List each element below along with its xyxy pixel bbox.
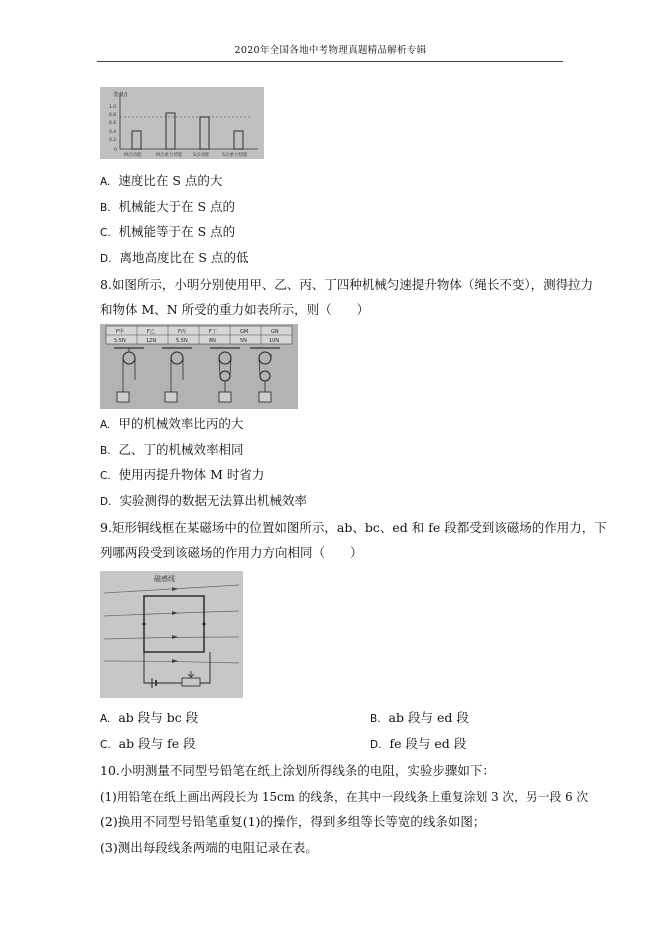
figure1-category: S点动能	[193, 153, 210, 158]
header-divider	[97, 61, 563, 62]
q9-option-c: C. ab 段与 fe 段	[100, 736, 196, 751]
table-cell: 12N	[146, 338, 157, 344]
figure1-ytick: 1.0	[109, 105, 117, 110]
table-cell: 8N	[209, 338, 216, 344]
q9-option-d: D. fe 段与 ed 段	[370, 736, 467, 751]
figure1-ytick: 0.4	[109, 130, 117, 135]
table-cell: 5.5N	[114, 338, 126, 344]
q9-stem-line1: 9.矩形铜线框在某磁场中的位置如图所示，ab、bc、ed 和 fe 段都受到该磁场的作用力，下	[100, 520, 607, 535]
energy-bar-figure	[100, 87, 264, 159]
q7-option-c: C. 机械能等于在 S 点的	[100, 224, 236, 239]
q8-stem-line2: 和物体 M、N 所受的重力如表所示，则（ ）	[100, 302, 370, 317]
q9-stem-line2: 列哪两段受到该磁场的作用力方向相同（ ）	[100, 545, 363, 560]
table-cell: 5N	[240, 338, 247, 344]
table-cell: 5.5N	[176, 338, 188, 344]
page-header: 2020年全国各地中考物理真题精品解析专辑	[234, 45, 427, 56]
q7-option-b: B. 机械能大于在 S 点的	[100, 199, 236, 214]
figure1-ytick: 0.8	[109, 113, 117, 118]
figure1-category: M点重力势能	[156, 153, 183, 158]
q10-step-3: (3)测出每段线条两端的电阻记录在表。	[100, 840, 318, 855]
pulley-figure	[100, 324, 298, 409]
table-header: GM	[240, 329, 249, 335]
q9-option-b: B. ab 段与 ed 段	[370, 710, 469, 725]
q8-option-d: D. 实验测得的数据无法算出机械效率	[100, 493, 307, 508]
table-header: F丙	[178, 329, 186, 335]
figure3-title: 磁感线	[154, 575, 175, 583]
q10-stem-line1: 10.小明测量不同型号铅笔在纸上涂划所得线条的电阻，实验步骤如下：	[100, 763, 495, 778]
q10-step-1: (1)用铅笔在纸上画出两段长为 15cm 的线条，在其中一段线条上重复涂划 3 次，另一段 6 次	[100, 790, 589, 804]
q7-option-a: A. 速度比在 S 点的大	[100, 173, 223, 188]
table-header: GN	[271, 329, 279, 335]
q8-option-b: B. 乙、丁的机械效率相同	[100, 442, 244, 457]
q8-option-a: A. 甲的机械效率比丙的大	[100, 416, 244, 431]
q8-option-c: C. 使用丙提升物体 M 时省力	[100, 467, 265, 482]
table-header: F乙	[147, 329, 155, 335]
table-cell: 10N	[269, 338, 280, 344]
figure1-category: S点重力势能	[222, 153, 248, 158]
figure1-ytick: 0.2	[109, 138, 117, 143]
figure1-category: M点动能	[124, 153, 142, 158]
q9-option-a: A. ab 段与 bc 段	[100, 710, 199, 725]
magnetic-field-figure	[100, 571, 243, 698]
table-header: F丁	[209, 329, 217, 335]
q8-stem-line1: 8.如图所示，小明分别使用甲、乙、丙、丁四种机械匀速提升物体（绳长不变），测得拉力	[100, 277, 594, 292]
q10-step-2: (2)换用不同型号铅笔重复(1)的操作，得到多组等长等宽的线条如图；	[100, 814, 486, 829]
figure1-ytick: 0	[114, 148, 117, 153]
figure1-ylabel: 能量/J	[114, 92, 128, 98]
figure1-ytick: 0.6	[109, 121, 117, 126]
q7-option-d: D. 离地高度比在 S 点的低	[100, 250, 249, 265]
table-header: F甲	[116, 329, 124, 335]
